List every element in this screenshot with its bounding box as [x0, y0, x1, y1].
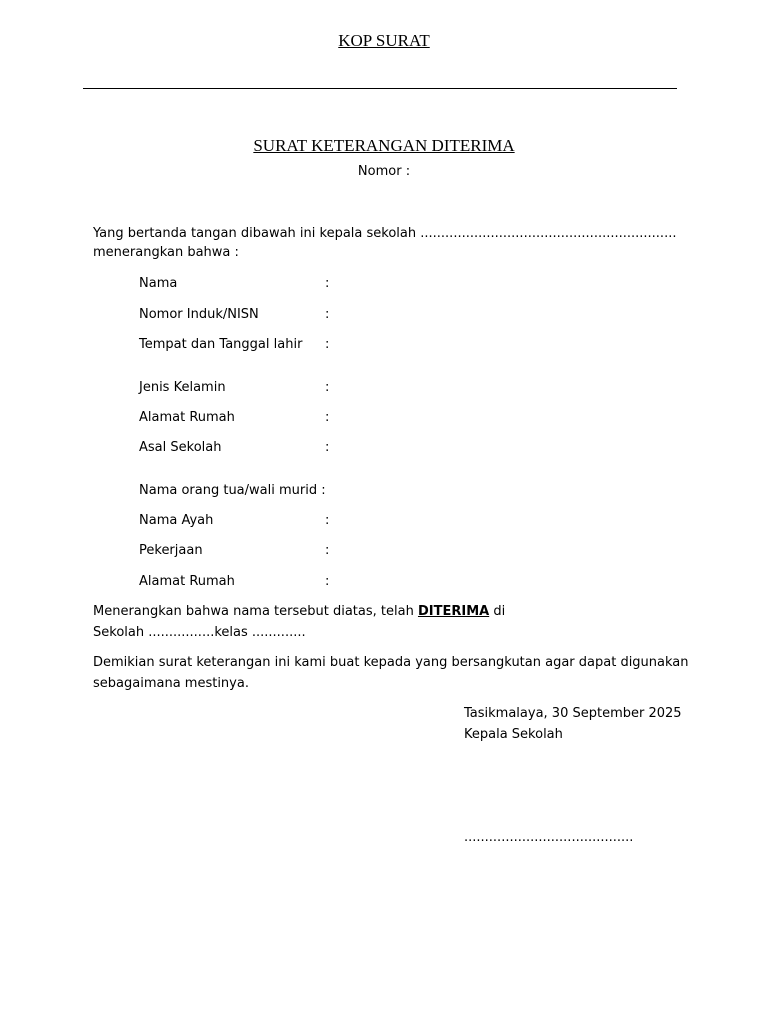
- field-row-parent-address: [139, 572, 559, 591]
- letterhead-divider: [83, 88, 677, 89]
- closing-line-2: sebagaimana mestinya.: [93, 676, 249, 691]
- accepted-emphasis: DITERIMA: [417, 604, 490, 619]
- place-date: Tasikmalaya, 30 September 2025: [464, 706, 682, 721]
- field-row-nama: [139, 274, 559, 293]
- field-label: Nama Ayah: [139, 513, 214, 528]
- statement-text-end: di: [489, 604, 506, 619]
- field-colon: :: [325, 380, 330, 395]
- field-colon: :: [325, 543, 330, 558]
- signer-role: Kepala Sekolah: [464, 727, 563, 742]
- field-row-address: [139, 408, 559, 427]
- field-label: Asal Sekolah: [139, 440, 222, 455]
- field-row-nisn: [139, 305, 559, 324]
- field-label: Tempat dan Tanggal lahir: [139, 337, 303, 352]
- field-colon: :: [325, 337, 330, 352]
- field-colon: :: [325, 574, 330, 589]
- letter-number: Nomor :: [357, 164, 411, 179]
- intro-line-1: Yang bertanda tangan dibawah ini kepala sekolah ..............................................................: [93, 226, 677, 241]
- field-label: Alamat Rumah: [139, 410, 235, 425]
- parent-heading: Nama orang tua/wali murid :: [139, 483, 326, 498]
- field-row-origin-school: [139, 438, 559, 457]
- field-label: Nomor Induk/NISN: [139, 307, 259, 322]
- statement-line-1: [93, 602, 505, 621]
- field-colon: :: [325, 410, 330, 425]
- signature-name-line: .........................................: [464, 830, 634, 845]
- field-colon: :: [325, 440, 330, 455]
- letter-title: SURAT KETERANGAN DITERIMA: [253, 136, 515, 155]
- field-colon: :: [325, 513, 330, 528]
- field-label: Jenis Kelamin: [139, 380, 226, 395]
- field-row-occupation: [139, 541, 559, 560]
- field-label: Nama: [139, 276, 178, 291]
- field-row-gender: [139, 378, 559, 397]
- field-row-father-name: [139, 511, 559, 530]
- statement-text: Menerangkan bahwa nama tersebut diatas, telah: [93, 604, 418, 619]
- intro-line-2: menerangkan bahwa :: [93, 245, 239, 260]
- closing-line-1: Demikian surat keterangan ini kami buat kepada yang bersangkutan agar dapat digunakan: [93, 655, 689, 670]
- field-label: Alamat Rumah: [139, 574, 235, 589]
- letterhead-placeholder: KOP SURAT: [338, 31, 430, 50]
- field-colon: :: [325, 307, 330, 322]
- field-label: Pekerjaan: [139, 543, 203, 558]
- field-colon: :: [325, 276, 330, 291]
- statement-line-2: Sekolah ................kelas .............: [93, 625, 306, 640]
- field-row-birth: [139, 335, 559, 354]
